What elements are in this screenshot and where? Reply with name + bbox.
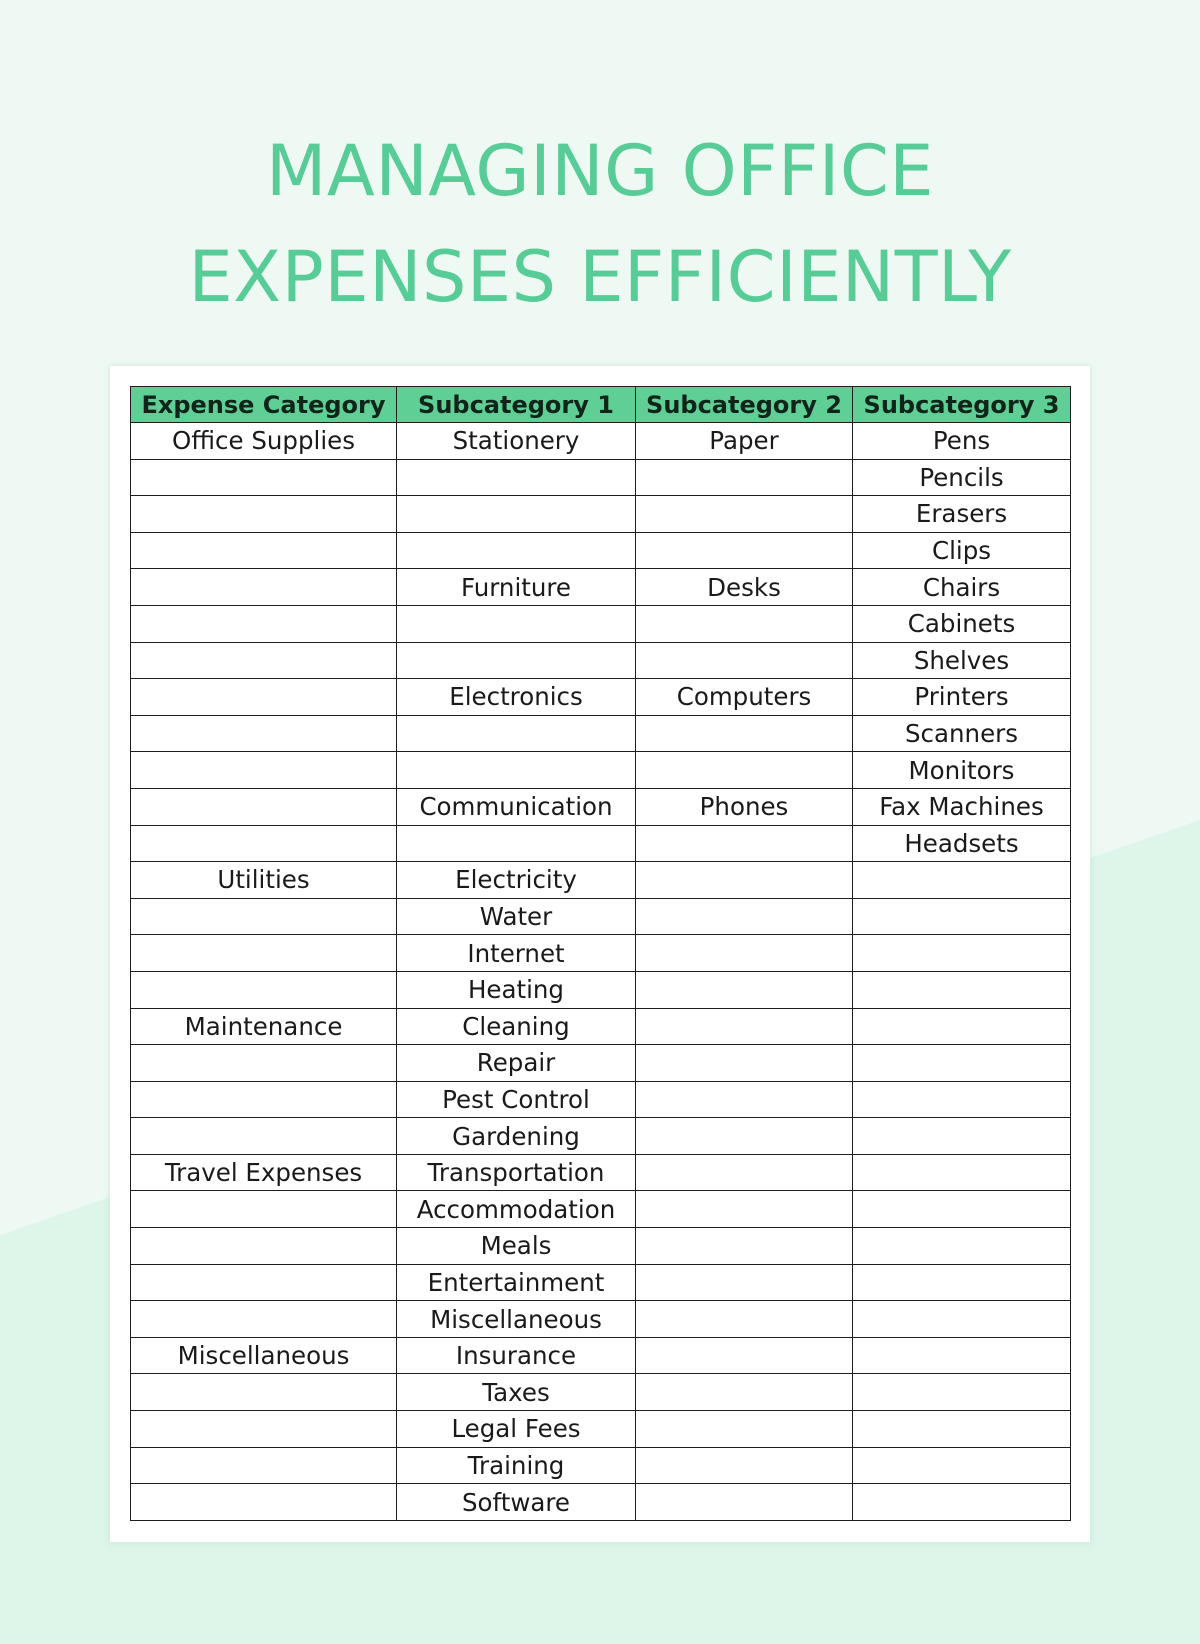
table-row <box>131 1081 1071 1118</box>
subcategory-1-cell: Electronics <box>397 679 636 716</box>
table-row <box>131 569 1071 606</box>
subcategory-1-cell: Cleaning <box>397 1008 636 1045</box>
table-row <box>131 935 1071 972</box>
expense-category-cell <box>131 971 397 1008</box>
subcategory-3-cell <box>853 1191 1071 1228</box>
subcategory-1-cell <box>397 715 636 752</box>
table-row <box>131 459 1071 496</box>
expense-category-cell <box>131 1191 397 1228</box>
table-header-row <box>131 387 1071 423</box>
subcategory-3-cell <box>853 1045 1071 1082</box>
subcategory-3-cell: Shelves <box>853 642 1071 679</box>
table-row <box>131 1045 1071 1082</box>
subcategory-2-cell <box>636 825 853 862</box>
subcategory-2-cell <box>636 1411 853 1448</box>
table-row <box>131 1191 1071 1228</box>
subcategory-3-cell <box>853 1118 1071 1155</box>
table-row <box>131 1228 1071 1265</box>
subcategory-3-cell: Clips <box>853 532 1071 569</box>
page-title-line-2: EXPENSES EFFICIENTLY <box>188 236 1012 318</box>
subcategory-3-cell: Chairs <box>853 569 1071 606</box>
table-row <box>131 605 1071 642</box>
subcategory-2-cell <box>636 605 853 642</box>
subcategory-2-cell <box>636 971 853 1008</box>
subcategory-3-cell <box>853 862 1071 899</box>
expense-category-cell <box>131 752 397 789</box>
subcategory-1-cell: Communication <box>397 788 636 825</box>
subcategory-3-cell: Pens <box>853 423 1071 460</box>
subcategory-1-cell: Miscellaneous <box>397 1301 636 1338</box>
subcategory-1-cell <box>397 459 636 496</box>
table-body <box>131 423 1071 1521</box>
expense-category-cell <box>131 642 397 679</box>
subcategory-2-cell <box>636 1228 853 1265</box>
expense-category-cell: Utilities <box>131 862 397 899</box>
subcategory-3-cell: Headsets <box>853 825 1071 862</box>
subcategory-2-cell <box>636 862 853 899</box>
table-row <box>131 1008 1071 1045</box>
expense-category-cell <box>131 1228 397 1265</box>
subcategory-2-cell <box>636 1447 853 1484</box>
expense-category-cell <box>131 825 397 862</box>
header-subcategory-2: Subcategory 2 <box>636 387 853 423</box>
subcategory-1-cell: Repair <box>397 1045 636 1082</box>
subcategory-1-cell: Internet <box>397 935 636 972</box>
subcategory-2-cell: Paper <box>636 423 853 460</box>
subcategory-3-cell <box>853 935 1071 972</box>
subcategory-1-cell <box>397 825 636 862</box>
subcategory-1-cell <box>397 532 636 569</box>
expense-category-cell <box>131 1264 397 1301</box>
subcategory-2-cell <box>636 1264 853 1301</box>
subcategory-3-cell <box>853 1301 1071 1338</box>
expense-category-cell: Maintenance <box>131 1008 397 1045</box>
subcategory-3-cell: Scanners <box>853 715 1071 752</box>
subcategory-1-cell: Gardening <box>397 1118 636 1155</box>
table-row <box>131 862 1071 899</box>
expense-category-cell <box>131 788 397 825</box>
subcategory-2-cell <box>636 1154 853 1191</box>
table-row <box>131 1301 1071 1338</box>
subcategory-2-cell <box>636 1008 853 1045</box>
subcategory-3-cell: Cabinets <box>853 605 1071 642</box>
subcategory-1-cell: Software <box>397 1484 636 1521</box>
subcategory-3-cell <box>853 1337 1071 1374</box>
table-row <box>131 1264 1071 1301</box>
subcategory-2-cell: Phones <box>636 788 853 825</box>
subcategory-3-cell <box>853 898 1071 935</box>
table-row <box>131 1154 1071 1191</box>
expense-category-cell <box>131 898 397 935</box>
subcategory-2-cell <box>636 1374 853 1411</box>
subcategory-2-cell <box>636 642 853 679</box>
subcategory-3-cell: Monitors <box>853 752 1071 789</box>
subcategory-1-cell: Stationery <box>397 423 636 460</box>
subcategory-1-cell: Legal Fees <box>397 1411 636 1448</box>
subcategory-2-cell <box>636 1484 853 1521</box>
expense-category-cell <box>131 1484 397 1521</box>
subcategory-2-cell <box>636 935 853 972</box>
subcategory-2-cell <box>636 898 853 935</box>
subcategory-1-cell <box>397 642 636 679</box>
header-subcategory-1: Subcategory 1 <box>397 387 636 423</box>
table-card <box>110 366 1090 1542</box>
expense-category-cell <box>131 532 397 569</box>
expense-category-cell <box>131 605 397 642</box>
subcategory-1-cell: Transportation <box>397 1154 636 1191</box>
expense-category-cell <box>131 715 397 752</box>
table-row <box>131 532 1071 569</box>
table-row <box>131 898 1071 935</box>
expense-table <box>130 386 1071 1521</box>
page-title-line-1: MANAGING OFFICE <box>266 130 934 212</box>
subcategory-3-cell: Erasers <box>853 496 1071 533</box>
expense-category-cell <box>131 569 397 606</box>
subcategory-2-cell <box>636 1045 853 1082</box>
subcategory-3-cell <box>853 971 1071 1008</box>
expense-category-cell <box>131 1301 397 1338</box>
subcategory-1-cell: Electricity <box>397 862 636 899</box>
subcategory-3-cell <box>853 1154 1071 1191</box>
subcategory-3-cell: Pencils <box>853 459 1071 496</box>
subcategory-2-cell <box>636 715 853 752</box>
table-row <box>131 642 1071 679</box>
subcategory-3-cell <box>853 1484 1071 1521</box>
subcategory-3-cell <box>853 1264 1071 1301</box>
table-row <box>131 496 1071 533</box>
subcategory-3-cell <box>853 1411 1071 1448</box>
subcategory-2-cell <box>636 1301 853 1338</box>
table-row <box>131 715 1071 752</box>
table-row <box>131 788 1071 825</box>
expense-category-cell: Office Supplies <box>131 423 397 460</box>
subcategory-3-cell <box>853 1008 1071 1045</box>
subcategory-1-cell: Insurance <box>397 1337 636 1374</box>
table-row <box>131 825 1071 862</box>
table-row <box>131 1337 1071 1374</box>
subcategory-1-cell: Pest Control <box>397 1081 636 1118</box>
subcategory-3-cell: Printers <box>853 679 1071 716</box>
subcategory-1-cell <box>397 496 636 533</box>
subcategory-1-cell <box>397 605 636 642</box>
subcategory-3-cell <box>853 1228 1071 1265</box>
table-row <box>131 1484 1071 1521</box>
subcategory-2-cell <box>636 1191 853 1228</box>
subcategory-2-cell <box>636 1337 853 1374</box>
table-row <box>131 423 1071 460</box>
subcategory-3-cell <box>853 1447 1071 1484</box>
subcategory-2-cell: Desks <box>636 569 853 606</box>
subcategory-2-cell <box>636 1081 853 1118</box>
table-row <box>131 1447 1071 1484</box>
expense-category-cell <box>131 679 397 716</box>
subcategory-1-cell: Taxes <box>397 1374 636 1411</box>
subcategory-1-cell: Heating <box>397 971 636 1008</box>
expense-category-cell <box>131 1447 397 1484</box>
subcategory-3-cell: Fax Machines <box>853 788 1071 825</box>
subcategory-1-cell <box>397 752 636 789</box>
subcategory-1-cell: Water <box>397 898 636 935</box>
expense-category-cell <box>131 1045 397 1082</box>
subcategory-1-cell: Entertainment <box>397 1264 636 1301</box>
subcategory-2-cell <box>636 496 853 533</box>
header-expense-category: Expense Category <box>131 387 397 423</box>
subcategory-3-cell <box>853 1081 1071 1118</box>
expense-category-cell <box>131 935 397 972</box>
subcategory-1-cell: Meals <box>397 1228 636 1265</box>
subcategory-2-cell: Computers <box>636 679 853 716</box>
subcategory-1-cell: Accommodation <box>397 1191 636 1228</box>
table-row <box>131 752 1071 789</box>
table-row <box>131 971 1071 1008</box>
expense-category-cell <box>131 1411 397 1448</box>
subcategory-2-cell <box>636 459 853 496</box>
expense-category-cell <box>131 459 397 496</box>
subcategory-1-cell: Furniture <box>397 569 636 606</box>
expense-category-cell: Travel Expenses <box>131 1154 397 1191</box>
expense-category-cell <box>131 1081 397 1118</box>
expense-category-cell <box>131 1374 397 1411</box>
subcategory-2-cell <box>636 752 853 789</box>
subcategory-1-cell: Training <box>397 1447 636 1484</box>
subcategory-3-cell <box>853 1374 1071 1411</box>
table-row <box>131 1374 1071 1411</box>
subcategory-2-cell <box>636 532 853 569</box>
page-title <box>0 118 1200 330</box>
table-row <box>131 1118 1071 1155</box>
expense-category-cell: Miscellaneous <box>131 1337 397 1374</box>
expense-category-cell <box>131 1118 397 1155</box>
table-row <box>131 1411 1071 1448</box>
subcategory-2-cell <box>636 1118 853 1155</box>
header-subcategory-3: Subcategory 3 <box>853 387 1071 423</box>
expense-category-cell <box>131 496 397 533</box>
table-row <box>131 679 1071 716</box>
